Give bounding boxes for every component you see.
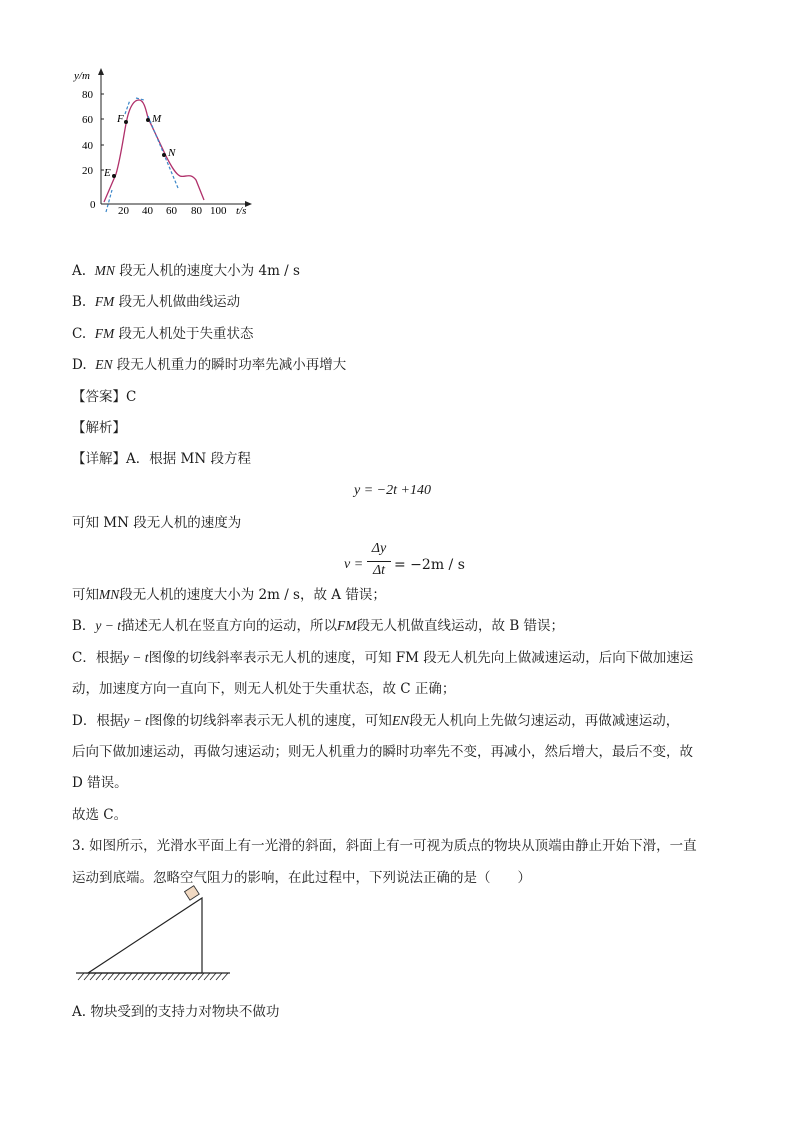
- point-e: [112, 174, 116, 178]
- ground-hatching: [78, 973, 228, 980]
- y-tick-60: 60: [82, 114, 93, 126]
- option-d: D. EN 段无人机重力的瞬时功率先减小再增大: [72, 357, 347, 373]
- option-b: B. FM 段无人机做曲线运动: [72, 294, 241, 310]
- detail-intro: 【详解】A．根据 MN 段方程: [72, 451, 251, 467]
- incline-figure: [70, 880, 240, 990]
- x-tick-100: 100: [210, 205, 227, 217]
- line-c1: C．根据y − t图像的切线斜率表示无人机的速度，可知 FM 段无人机先向上做减速运动，后向下做加速运: [72, 650, 694, 666]
- question-3-option-a: A. 物块受到的支持力对物块不做功: [72, 1004, 280, 1020]
- x-tick-0: 0: [90, 199, 96, 211]
- option-c: C. FM 段无人机处于失重状态: [72, 326, 254, 342]
- option-a: A. MN 段无人机的速度大小为 4m / s: [72, 263, 300, 279]
- y-axis-arrow: [98, 68, 104, 75]
- x-label: t/s: [236, 205, 247, 217]
- y-tick-80: 80: [82, 89, 93, 101]
- analysis-label: 【解析】: [72, 420, 126, 436]
- line-a: 可知MN段无人机的速度大小为 2m / s，故 A 错误；: [72, 587, 386, 603]
- x-tick-20: 20: [118, 205, 129, 217]
- x-tick-40: 40: [142, 205, 153, 217]
- answer: 【答案】C: [72, 389, 137, 405]
- yt-graph: [68, 62, 258, 222]
- point-m: [146, 118, 150, 122]
- line-c2: 动，加速度方向一直向下，则无人机处于失重状态，故 C 正确；: [72, 681, 456, 697]
- incline: [88, 898, 202, 973]
- point-n: [162, 153, 166, 157]
- line-d1: D．根据y − t图像的切线斜率表示无人机的速度，可知EN段无人机向上先做匀速运动，再做减速运动，: [72, 713, 680, 729]
- y-label: y/m: [74, 70, 90, 82]
- point-f: [124, 120, 128, 124]
- question-3-line-2: 运动到底端。忽略空气阻力的影响，在此过程中，下列说法正确的是（ ）: [72, 870, 531, 886]
- question-3-line-1: 3. 如图所示，光滑水平面上有一光滑的斜面，斜面上有一可视为质点的物块从顶端由静止开始下滑，一直: [72, 838, 697, 854]
- fraction-bar: [367, 561, 391, 562]
- x-tick-60: 60: [166, 205, 177, 217]
- line-d3: D 错误。: [72, 775, 128, 791]
- tangent-e: [106, 190, 112, 212]
- label-f: F: [117, 113, 124, 125]
- line-d2: 后向下做加速运动，再做匀速运动；则无人机重力的瞬时功率先不变，再减小，然后增大，最后不变，故: [72, 744, 693, 760]
- y-tick-20: 20: [82, 165, 93, 177]
- label-m: M: [152, 113, 162, 125]
- y-tick-40: 40: [82, 140, 93, 152]
- know-velocity: 可知 MN 段无人机的速度为: [72, 515, 242, 531]
- line-b: B．y − t描述无人机在竖直方向的运动，所以FM段无人机做直线运动，故 B 错误；: [72, 618, 565, 634]
- eq2-denominator: Δt: [372, 563, 386, 578]
- block: [185, 886, 200, 900]
- equation-1: y = −2t +140: [354, 483, 431, 498]
- label-n: N: [168, 147, 176, 159]
- eq2-numerator: Δy: [371, 541, 387, 556]
- conclusion: 故选 C。: [72, 807, 128, 823]
- eq2-lhs: v =: [344, 557, 364, 572]
- eq2-rhs: = −2m / s: [394, 557, 465, 573]
- x-tick-80: 80: [191, 205, 202, 217]
- label-e: E: [104, 167, 111, 179]
